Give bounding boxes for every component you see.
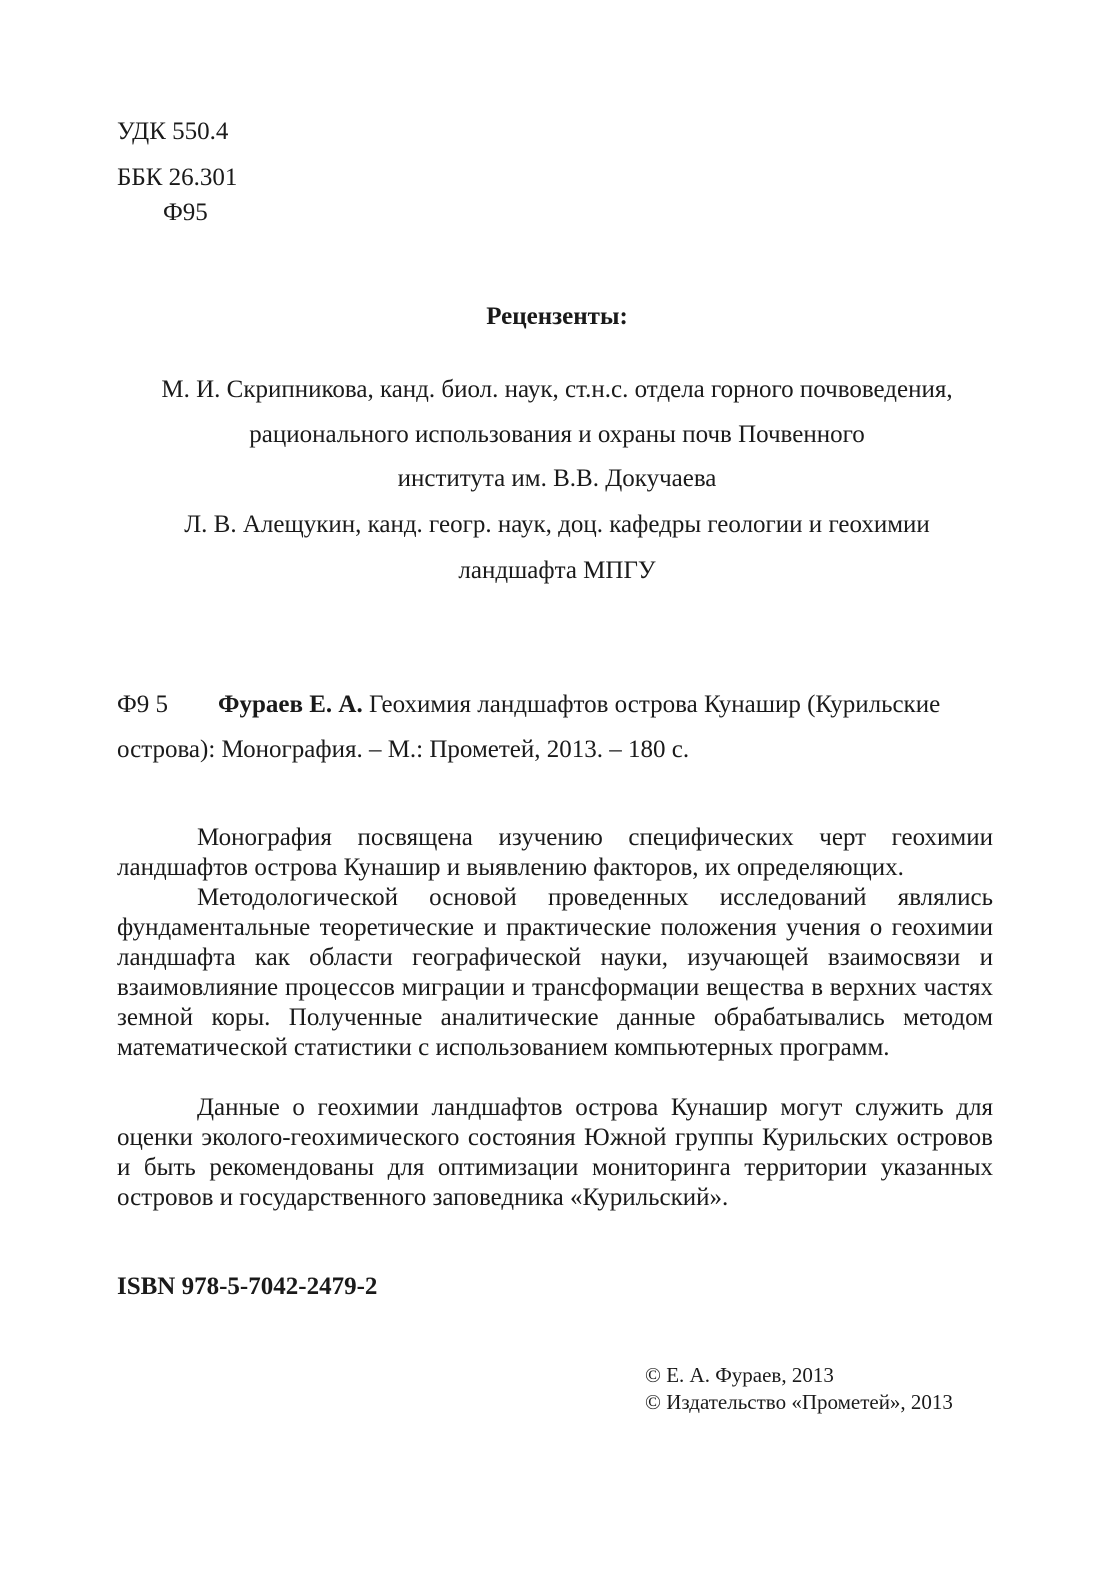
abstract-paragraph: Данные о геохимии ландшафтов острова Кунашир могут служить для оценки эколого-геохимического состояния Южной группы Курильских островов и быть рекомендованы для оптимизации мониторинга территории указанных островов и государственного заповедника «Курильский». [117,1094,993,1211]
bibliographic-author: Фураев Е. А. [218,691,363,718]
bbk-code: ББК 26.301 [117,164,238,191]
reviewer-line: Л. В. Алещукин, канд. геогр. наук, доц. кафедры геологии и геохимии [184,511,930,538]
bibliographic-record [218,690,940,720]
bibliographic-title: Геохимия ландшафтов острова Кунашир (Курильские [362,691,941,718]
reviewers-title: Рецензенты: [486,303,628,330]
copyright-author: © Е. А. Фураев, 2013 [645,1363,834,1387]
abstract-paragraph: Методологической основой проведенных исследований являлись фундаментальные теоретические и практические положения учения о геохимии ландшафта как области географической науки, изучающей взаимосвязи и взаимовлияние процессов миграции и трансформации вещества в верхних частях земной коры. Полученные аналитические данные обрабатывались методом математической статистики с использованием компьютерных программ. [117,884,993,1061]
reviewer-line: рационального использования и охраны почв Почвенного [249,421,865,448]
bibliographic-title-continued: острова): Монография. – М.: Прометей, 2013. – 180 с. [117,736,690,763]
reviewer-line: М. И. Скрипникова, канд. биол. наук, ст.н.с. отдела горного почвоведения, [161,376,953,403]
copyright-publisher: © Издательство «Прометей», 2013 [645,1390,953,1414]
udk-code: УДК 550.4 [117,118,229,145]
reviewer-line: института им. В.В. Докучаева [397,465,717,492]
author-sign: Ф95 [163,199,208,226]
abstract-paragraph: Монография посвящена изучению специфических черт геохимии ландшафтов острова Кунашир и выявлению факторов, их определяющих. [117,824,993,881]
isbn: ISBN 978-5-7042-2479-2 [117,1273,378,1300]
bibliographic-code: Ф9 5 [117,691,169,718]
reviewer-line: ландшафта МПГУ [458,557,656,584]
